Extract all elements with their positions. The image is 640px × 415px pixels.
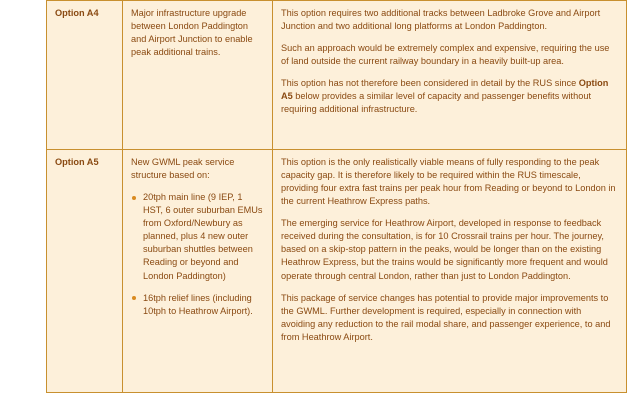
- table-row: [47, 150, 627, 393]
- detail-paragraph: This option requires two additional tracks between Ladbroke Grove and Airport Junction and two additional long platforms at London Paddington.: [281, 8, 601, 32]
- option-detail-a4: [273, 1, 627, 150]
- detail-text-prefix: This option has not therefore been considered in detail by the RUS since: [281, 78, 579, 89]
- detail-paragraph: The emerging service for Heathrow Airport, developed in response to feedback received during the consultation, is for 10 Crossrail trains per hour. The journey, based on a skip-stop pattern in the peaks, would be longer than on the existing Heathrow Express, but the trains would be significantly more frequent and would operate through central London, rather than just to London Paddington.: [281, 218, 608, 281]
- option-detail-a5: [273, 150, 627, 393]
- list-item: 16tph relief lines (including 10tph to Heathrow Airport).: [131, 292, 264, 318]
- detail-text-suffix: below provides a similar level of capacity and passenger benefits without requiring additional infrastructure.: [281, 91, 591, 115]
- detail-paragraph: This package of service changes has potential to provide major improvements to the GWML. Further development is required, especially in connection with avoiding any reduction to the rail modal share, and passenger experience, to and from Heathrow Airport.: [281, 292, 611, 342]
- option-summary-a4: [123, 1, 273, 150]
- table-row: [47, 1, 627, 150]
- detail-paragraph: This option is the only realistically viable means of fully responding to the peak capacity gap. It is therefore likely to be required within the RUS timescale, providing four extra fast trains per peak hour from Reading or beyond to London in the current Heathrow Express paths.: [281, 157, 616, 207]
- option-reference-a5: Option A5: [281, 78, 609, 102]
- option-summary-intro: New GWML peak service structure based on:: [131, 157, 235, 181]
- summary-bullet-list: [131, 191, 264, 318]
- option-label-a5: Option A5: [47, 150, 123, 393]
- option-label-a4: Option A4: [47, 1, 123, 150]
- option-summary-a5: [123, 150, 273, 393]
- list-item: 20tph main line (9 IEP, 1 HST, 6 outer suburban EMUs from Oxford/Newbury as planned, plus 4 new outer suburban shuttles between Reading or beyond and London Paddington): [131, 191, 264, 282]
- option-summary-text: Major infrastructure upgrade between London Paddington and Airport Junction to enable peak additional trains.: [131, 8, 253, 58]
- options-table: [46, 0, 627, 393]
- detail-paragraph-with-reference: [281, 77, 618, 116]
- detail-paragraph: Such an approach would be extremely complex and expensive, requiring the use of land outside the current railway boundary in a heavily built-up area.: [281, 43, 610, 67]
